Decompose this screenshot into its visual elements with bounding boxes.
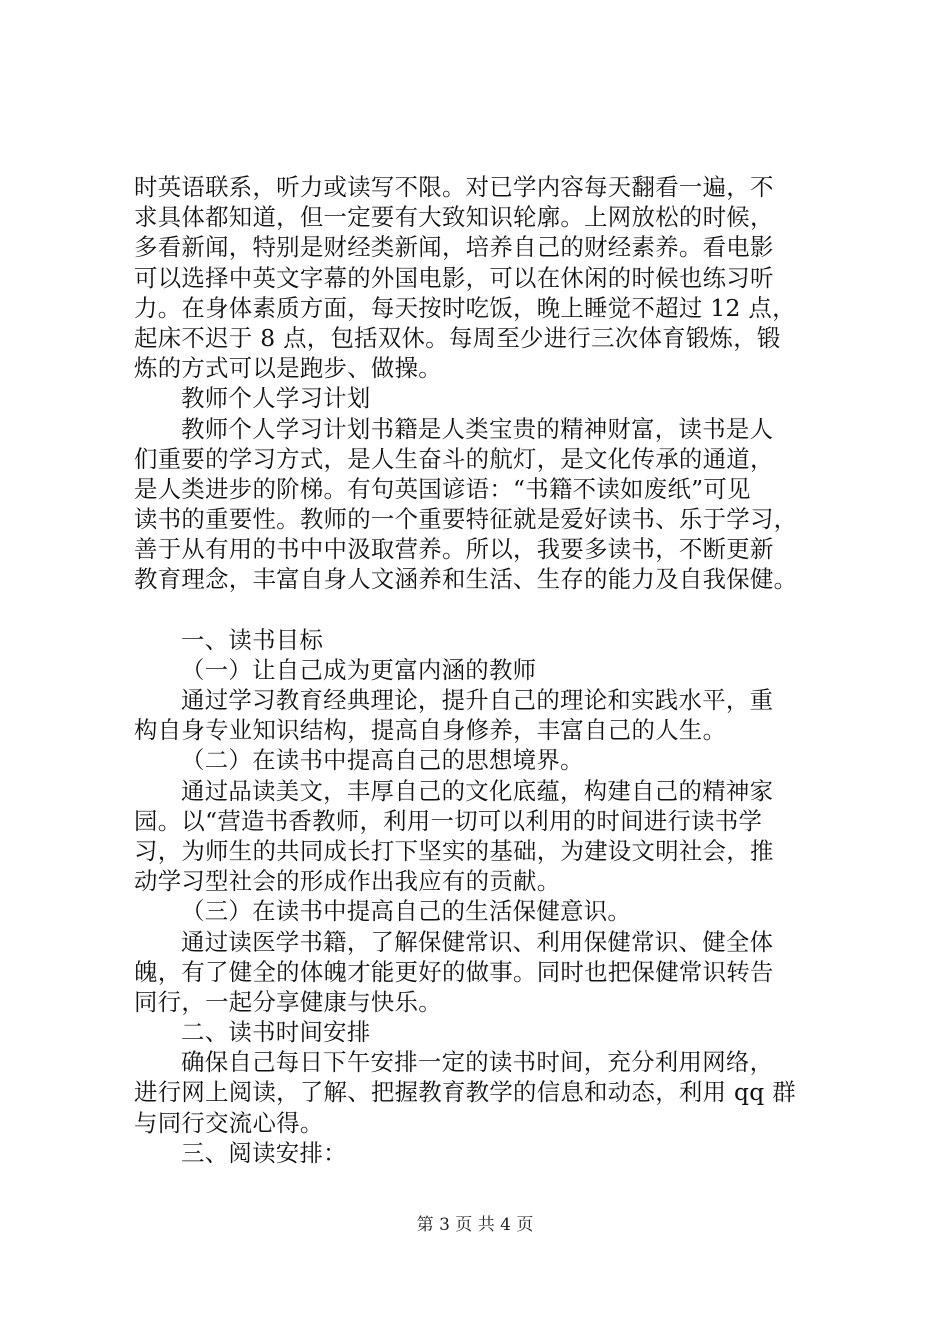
- text-line: 与同行交流心得。: [134, 1108, 324, 1137]
- heading-reading-schedule: 二、读书时间安排: [181, 1018, 371, 1047]
- text-line: 多看新闻，特别是财经类新闻，培养自己的财经素养。看电影: [134, 233, 774, 262]
- text-line: 是人类进步的阶梯。有句英国谚语：“书籍不读如废纸”可见: [134, 474, 751, 503]
- text-line: 进行网上阅读，了解、把握教育教学的信息和动态，利用 qq 群: [134, 1078, 796, 1107]
- text-line: 善于从有用的书中中汲取营养。所以，我要多读书，不断更新: [134, 535, 774, 564]
- section-title: 教师个人学习计划: [181, 384, 371, 413]
- text-line: 构自身专业知识结构，提高自身修养，丰富自己的人生。: [134, 716, 727, 745]
- text-line: 力。在身体素质方面，每天按时吃饭，晚上睡觉不超过 12 点，: [134, 293, 796, 322]
- text-line: 时英语联系，听力或读写不限。对已学内容每天翻看一遍，不: [134, 173, 774, 201]
- text-line: 通过品读美文，丰厚自己的文化底蕴，构建自己的精神家: [181, 776, 774, 805]
- text-line: 们重要的学习方式，是人生奋斗的航灯，是文化传承的通道，: [134, 444, 774, 473]
- text-line: 教育理念，丰富自身人文涵养和生活、生存的能力及自我保健。: [134, 565, 798, 594]
- text-line: 起床不迟于 8 点，包括双休。每周至少进行三次体育锻炼，锻: [134, 323, 781, 352]
- text-line: 同行，一起分享健康与快乐。: [134, 987, 442, 1016]
- paragraph-gap: [134, 595, 834, 625]
- page-footer: 第 3 页 共 4 页: [416, 1215, 534, 1235]
- text-line: 通过读医学书籍，了解保健常识、利用保健常识、健全体: [181, 927, 774, 956]
- text-line: 求具体都知道，但一定要有大致知识轮廓。上网放松的时候，: [134, 203, 774, 232]
- text-line: 通过学习教育经典理论，提升自己的理论和实践水平，重: [181, 686, 774, 714]
- heading-reading-goals: 一、读书目标: [181, 625, 324, 654]
- text-line: 教师个人学习计划书籍是人类宝贵的精神财富，读书是人: [181, 414, 774, 443]
- text-line: 可以选择中英文字幕的外国电影，可以在休闲的时候也练习听: [134, 263, 774, 292]
- text-line: 炼的方式可以是跑步、做操。: [134, 354, 442, 383]
- text-line: 习，为师生的共同成长打下坚实的基础，为建设文明社会，推: [134, 836, 774, 865]
- subheading: （二）在读书中提高自己的思想境界。: [181, 746, 584, 775]
- document-body: [134, 172, 834, 1168]
- text-line: 魄，有了健全的体魄才能更好的做事。同时也把保健常识转告: [134, 957, 774, 986]
- text-line: 读书的重要性。教师的一个重要特征就是爱好读书、乐于学习，: [134, 505, 798, 534]
- text-line: 园。以“营造书香教师，利用一切可以利用的时间进行读书学: [134, 806, 763, 835]
- text-line: 动学习型社会的形成作出我应有的贡献。: [134, 867, 561, 896]
- subheading: （三）在读书中提高自己的生活保健意识。: [181, 897, 632, 926]
- heading-reading-arrangement: 三、阅读安排：: [181, 1138, 347, 1167]
- text-line: 确保自己每日下午安排一定的读书时间，充分利用网络，: [181, 1048, 774, 1077]
- subheading: （一）让自己成为更富内涵的教师: [181, 655, 537, 684]
